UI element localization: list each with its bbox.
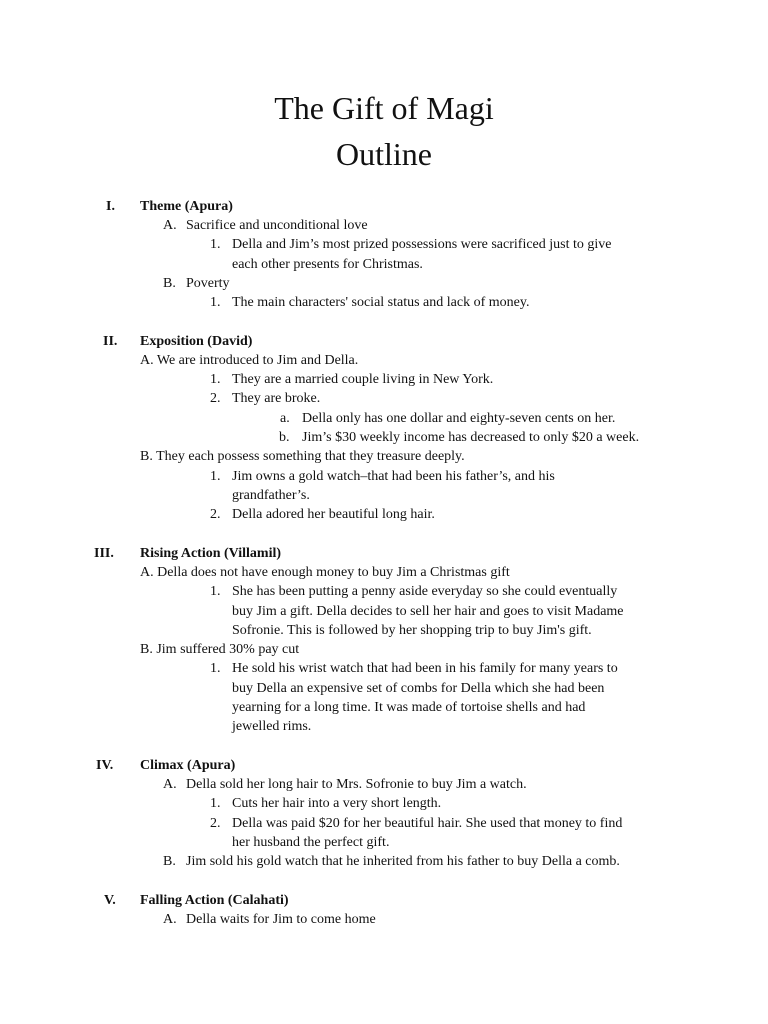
item-text-line: yearning for a long time. It was made of tortoise shells and had <box>232 700 586 715</box>
item-text-line: Jim owns a gold watch–that had been his father’s, and his <box>232 469 555 484</box>
item-label: B. <box>163 854 176 869</box>
item-text-line: each other presents for Christmas. <box>232 257 423 272</box>
item-text: Sacrifice and unconditional love <box>186 218 368 233</box>
item-label: a. <box>280 411 290 426</box>
item-text: A. We are introduced to Jim and Della. <box>140 353 359 368</box>
item-label: 1. <box>210 237 221 252</box>
item-label: 1. <box>210 661 221 676</box>
item-text-line: her husband the perfect gift. <box>232 835 390 850</box>
item-text: B. Jim suffered 30% pay cut <box>140 642 300 657</box>
section-heading: Rising Action (Villamil) <box>140 546 282 561</box>
section-numeral: IV. <box>96 758 114 773</box>
section-heading: Exposition (David) <box>140 334 253 349</box>
item-label: 1. <box>210 372 221 387</box>
item-text: Della only has one dollar and eighty-seven cents on her. <box>302 411 616 426</box>
item-label: 2. <box>210 816 221 831</box>
item-label: A. <box>163 218 177 233</box>
section-numeral: II. <box>103 334 118 349</box>
item-label: 1. <box>210 295 221 310</box>
document-title: The Gift of Magi <box>274 90 494 126</box>
item-text-line: Sofronie. This is followed by her shopping trip to buy Jim's gift. <box>232 623 592 638</box>
item-text: Della adored her beautiful long hair. <box>232 507 435 522</box>
section-numeral: V. <box>104 893 116 908</box>
item-text-line: Della was paid $20 for her beautiful hair. She used that money to find <box>232 816 623 831</box>
item-text: Della waits for Jim to come home <box>186 912 376 927</box>
item-label: A. <box>163 777 177 792</box>
item-text: Della sold her long hair to Mrs. Sofronie to buy Jim a watch. <box>186 777 527 792</box>
item-text: The main characters' social status and lack of money. <box>232 295 530 310</box>
section-numeral: I. <box>106 199 115 214</box>
item-label: 1. <box>210 469 221 484</box>
item-text: Jim’s $30 weekly income has decreased to only $20 a week. <box>302 430 640 445</box>
item-label: 2. <box>210 391 221 406</box>
item-text-line: Della and Jim’s most prized possessions were sacrificed just to give <box>232 237 612 252</box>
item-text: B. They each possess something that they treasure deeply. <box>140 449 465 464</box>
item-text-line: She has been putting a penny aside everyday so she could eventually <box>232 584 618 599</box>
item-label: 1. <box>210 796 221 811</box>
item-label: B. <box>163 276 176 291</box>
section-heading: Climax (Apura) <box>140 758 236 773</box>
section-heading: Theme (Apura) <box>140 199 233 214</box>
section-heading: Falling Action (Calahati) <box>140 893 289 908</box>
item-label: 2. <box>210 507 221 522</box>
item-text: Jim sold his gold watch that he inherited from his father to buy Della a comb. <box>186 854 620 869</box>
item-text-line: jewelled rims. <box>232 719 312 734</box>
item-text: They are broke. <box>232 391 321 406</box>
document-subtitle: Outline <box>336 136 432 172</box>
item-label: b. <box>279 430 290 445</box>
item-text-line: buy Jim a gift. Della decides to sell her hair and goes to visit Madame <box>232 604 624 619</box>
item-text: They are a married couple living in New York. <box>232 372 494 387</box>
item-text: Cuts her hair into a very short length. <box>232 796 442 811</box>
item-text: Poverty <box>186 276 230 291</box>
item-text-line: He sold his wrist watch that had been in his family for many years to <box>232 661 618 676</box>
item-text-line: grandfather’s. <box>232 488 310 503</box>
item-text-line: buy Della an expensive set of combs for Della which she had been <box>232 681 605 696</box>
item-label: A. <box>163 912 177 927</box>
section-numeral: III. <box>94 546 114 561</box>
item-label: 1. <box>210 584 221 599</box>
item-text: A. Della does not have enough money to buy Jim a Christmas gift <box>140 565 510 580</box>
